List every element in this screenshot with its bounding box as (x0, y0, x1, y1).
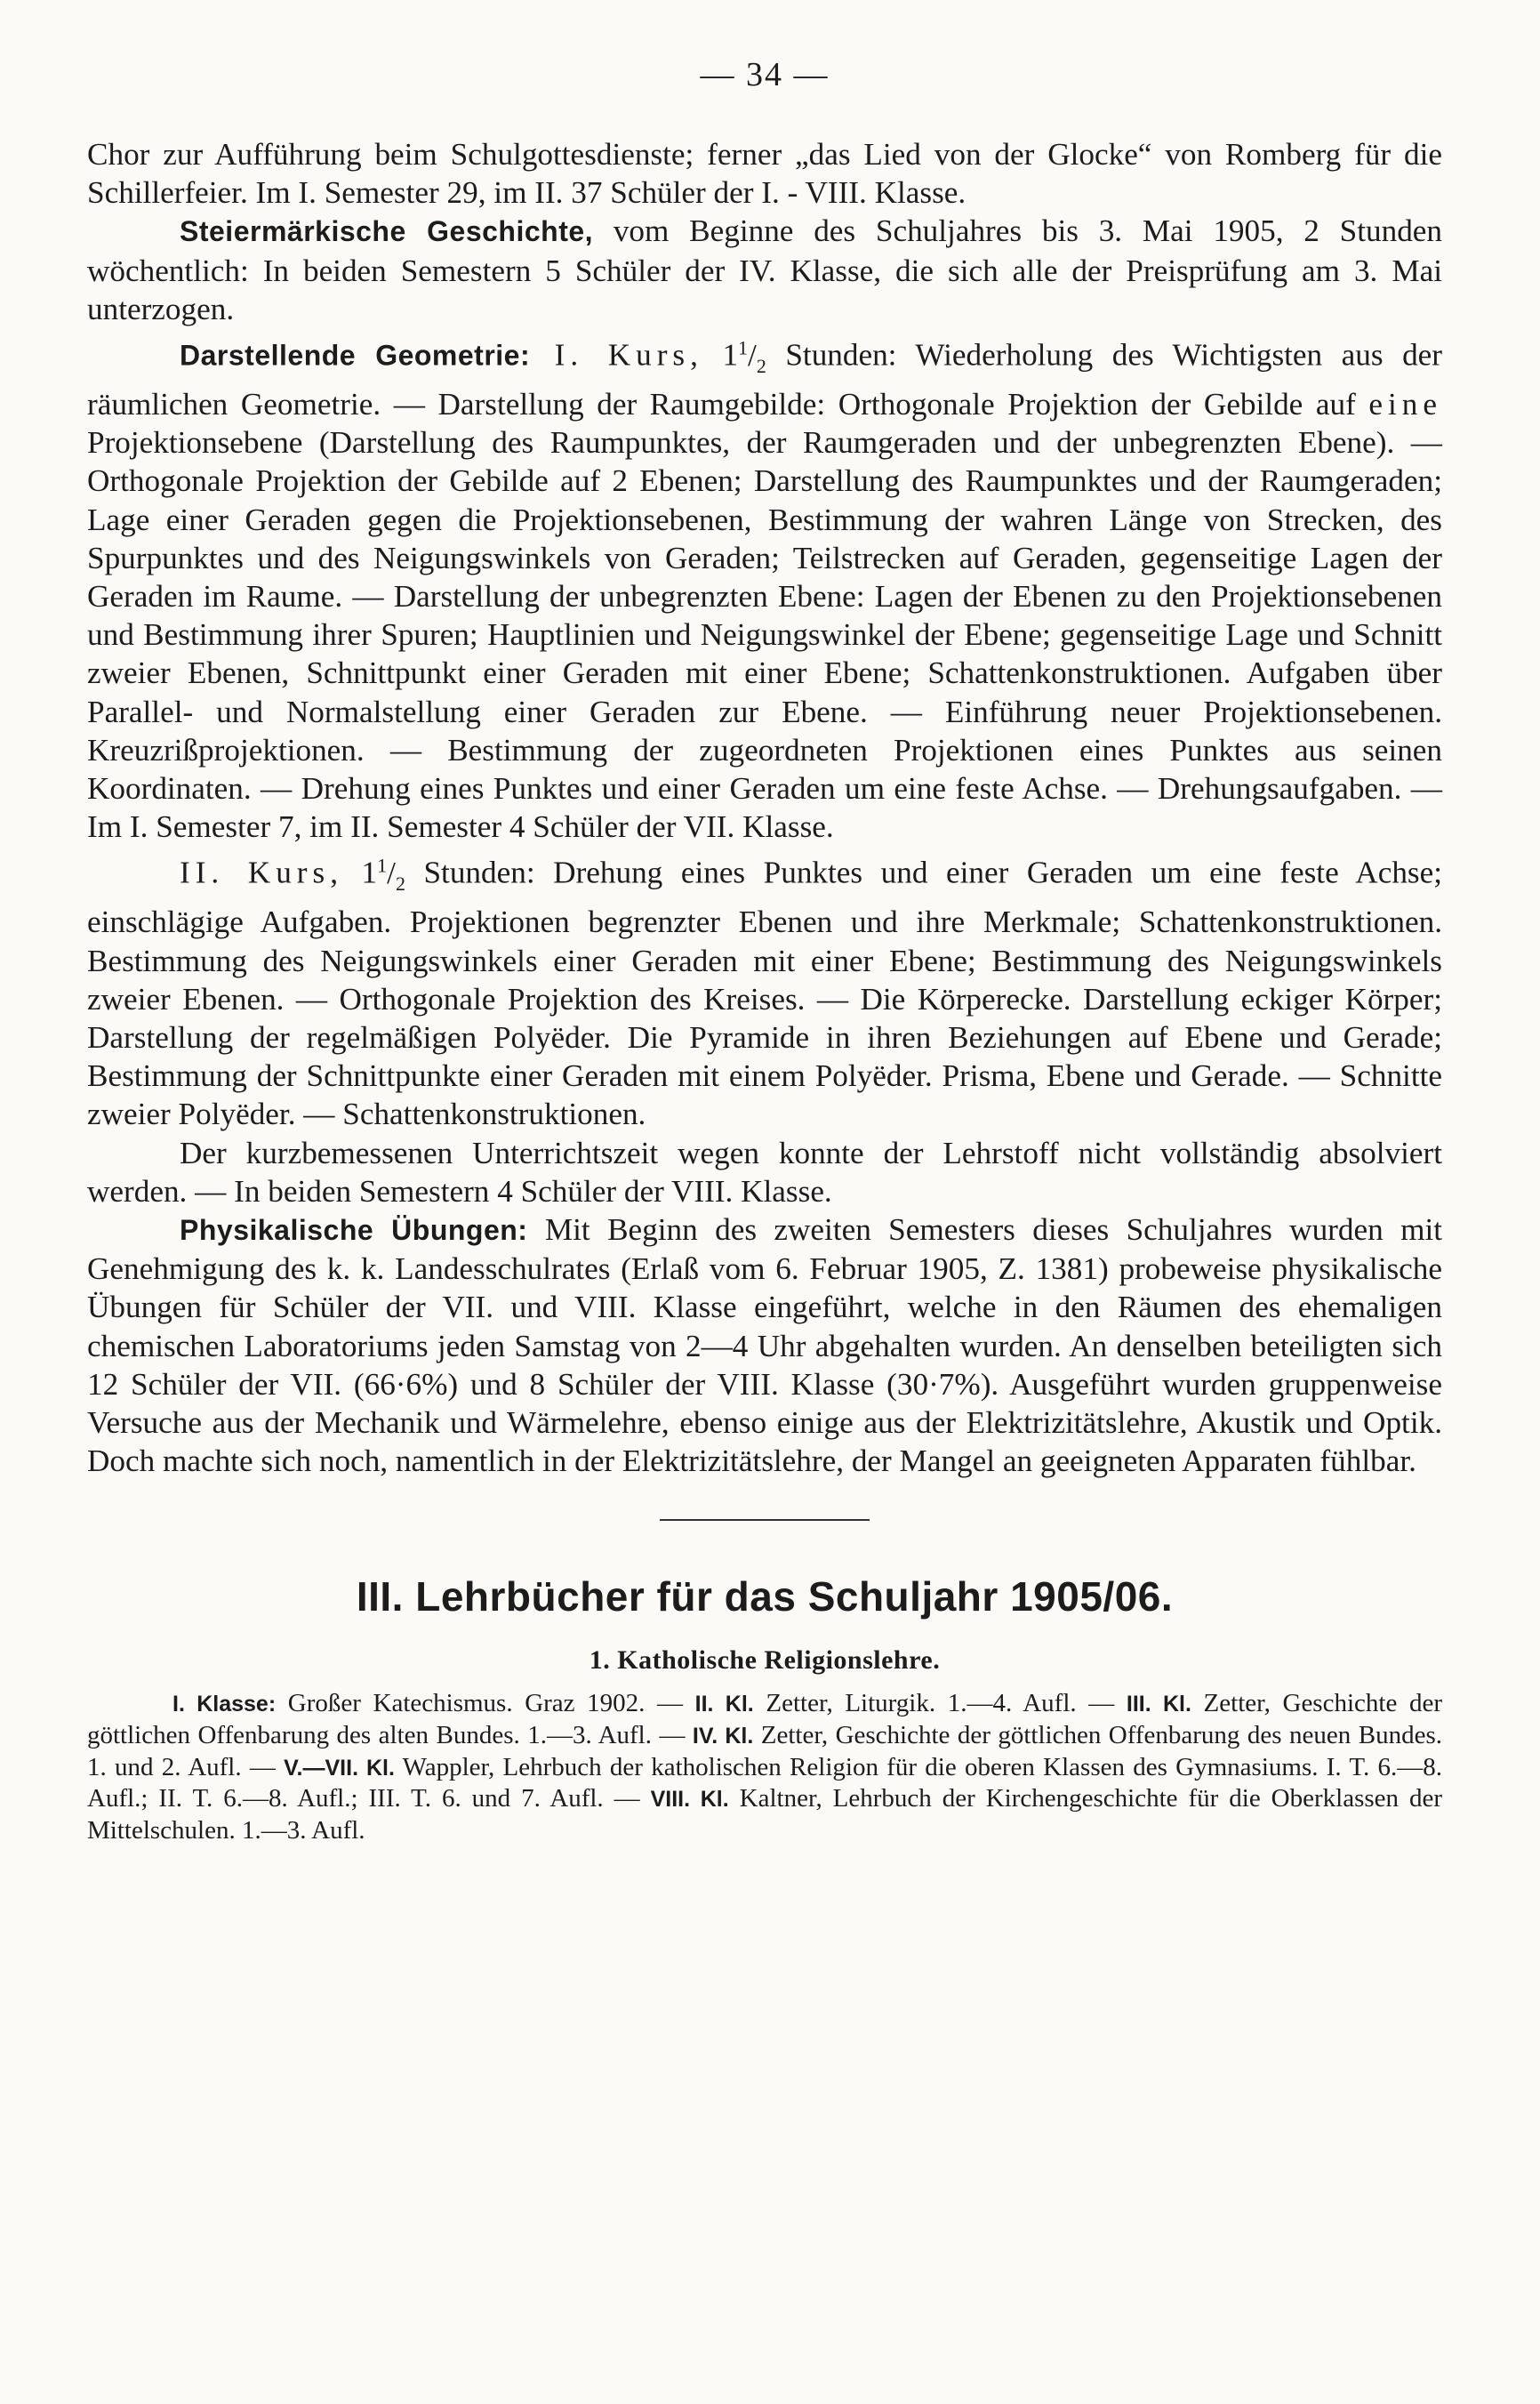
subsection-title: 1. Katholische Religionslehre. (589, 1645, 941, 1676)
paragraph-text: Der kurzbemessenen Unterrichtszeit wegen konnte der Lehrstoff nicht vollständig absolviert werden. — In beiden Semestern 4 Schüler der VIII. Klasse. (87, 1135, 1442, 1209)
paragraph-styrian-history (87, 212, 1442, 328)
paragraph-descriptive-geometry-course-1 (87, 328, 1442, 846)
book-entry: Wappler, Lehrbuch der katholischen Religion für die oberen Klassen des Gymnasiums. I. T. 6.—8. Aufl.; II. T. 6.—8. Aufl.; III. T. 6. und 7. Aufl. — (87, 1752, 1442, 1813)
book-entry: Zetter, Geschichte der göttlichen Offenbarung des neuen Bundes. 1. und 2. Aufl. — (87, 1721, 1442, 1781)
class-label: IV. Kl. (692, 1724, 754, 1749)
document-page (87, 55, 1442, 1845)
body-text (87, 135, 1442, 1480)
paragraph-physics-exercises (87, 1210, 1442, 1480)
paragraph-text: Mit Beginn des zweiten Semesters dieses Schuljahres wurden mit Genehmigung des k. k. Landesschulrates (Erlaß vom 6. Februar 1905, Z. 1381) probeweise physikalische Übungen für Schüler der VII. und VIII. Klasse eingeführt, welche in den Räumen des ehemaligen chemischen Laboratoriums jeden Samstag von 2—4 Uhr abgehalten wurden. An denselben beteiligten sich 12 Schüler der VII. (66·6%) und 8 Schüler der VIII. Klasse (30·7%). Ausgeführt wurden gruppenweise Versuche aus der Mechanik und Wärmelehre, ebenso einige aus der Elektrizitätslehre, Akustik und Optik. Doch machte sich noch, namentlich in der Elektrizitätslehre, der Mangel an geeigneten Apparaten fühlbar. (87, 1212, 1443, 1479)
emphasis-eine: eine (1368, 386, 1442, 422)
class-label: V.—VII. Kl. (284, 1755, 395, 1781)
paragraph-text: Stunden: Wiederholung des Wichtigsten aus der räumlichen Geometrie. — Darstellung der Raumgebilde: Orthogonale Projektion der Gebilde auf (87, 337, 1443, 422)
paragraph-text: 1 (702, 337, 739, 373)
class-label: II. Kl. (694, 1692, 754, 1717)
book-entry: Zetter, Geschichte der göttlichen Offenbarung des alten Bundes. 1.—3. Aufl. — (87, 1689, 1442, 1750)
chapter-title: III. Lehrbücher für das Schuljahr 1905/06. (356, 1573, 1174, 1620)
fraction-half: $^1/_2$ (738, 336, 766, 377)
paragraph-descriptive-geometry-course-2 (87, 846, 1442, 1133)
fraction-half: $^1/_2$ (377, 854, 405, 896)
section-divider (660, 1519, 870, 1521)
book-list (87, 1688, 1442, 1845)
book-entry: Großer Katechismus. Graz 1902. — (276, 1689, 695, 1718)
class-label: I. Klasse: (172, 1692, 277, 1717)
section-label-descriptive-geometry: Darstellende Geometrie: (180, 339, 531, 372)
paragraph-time-note (87, 1134, 1442, 1210)
class-label: III. Kl. (1126, 1692, 1191, 1717)
book-list-catholic (87, 1688, 1442, 1845)
paragraph-text: Chor zur Aufführung beim Schulgottesdienste; ferner „das Lied von der Glocke“ von Romberg für die Schillerfeier. Im I. Semester 29, im II. 37 Schüler der I. - VIII. Klasse. (87, 137, 1442, 211)
paragraph-choir (87, 135, 1442, 212)
book-entry: Zetter, Liturgik. 1.—4. Aufl. — (753, 1689, 1127, 1718)
paragraph-text: vom Beginne des Schuljahres bis 3. Mai 1905, 2 Stunden wöchentlich: In beiden Semestern 5 Schüler der IV. Klasse, die sich alle der Preisprüfung am 3. Mai unterzogen. (87, 213, 1442, 326)
paragraph-text: Projektionsebene (Darstellung des Raumpunktes, der Raumgeraden und der unbegrenzten Ebene). — Orthogonale Projektion der Gebilde auf 2 Ebenen; Darstellung des Raumpunktes und der Raumgeraden; Lage einer Geraden gegen die Projektionsebenen, Bestimmung der wahren Länge von Strecken, des Spurpunktes und des Neigungswinkels von Geraden; Teilstrecken auf Geraden, gegenseitige Lagen der Geraden im Raume. — Darstellung der unbegrenzten Ebene: Lagen der Ebenen zu den Projektionsebenen und Bestimmung ihrer Spuren; Hauptlinien und Neigungswinkel der Ebene; gegenseitige Lage und Schnitt zweier Ebenen, Schnittpunkt einer Geraden mit einer Ebene; Schattenkonstruktionen. Aufgaben über Parallel- und Normalstellung einer Geraden zur Ebene. — Einführung neuer Projektionsebenen. Kreuzrißprojektionen. — Bestimmung der zugeordneten Projektionen eines Punktes aus seinen Koordinaten. — Drehung eines Punktes und einer Geraden um eine feste Achse. — Drehungsaufgaben. — Im I. Semester 7, im II. Semester 4 Schüler der VII. Klasse. (87, 425, 1442, 845)
section-label-styrian-history: Steiermärkische Geschichte, (180, 215, 594, 248)
section-label-physics-exercises: Physikalische Übungen: (180, 1214, 528, 1247)
course-label: II. Kurs, (180, 856, 343, 891)
book-entry: Kaltner, Lehrbuch der Kirchengeschichte für die Oberklassen der Mittelschulen. 1.—3. Aufl. (87, 1784, 1443, 1845)
paragraph-text: 1 (343, 856, 378, 891)
paragraph-text: Stunden: Drehung eines Punktes und einer Geraden um eine feste Achse; einschlägige Aufgaben. Projektionen begrenzter Ebenen und ihre Merkmale; Schattenkonstruktionen. Bestimmung des Neigungswinkels einer Geraden mit einer Ebene; Bestimmung des Neigungswinkels zweier Ebenen. — Orthogonale Projektion des Kreises. — Die Körperecke. Darstellung eckiger Körper; Darstellung der regelmäßigen Polyëder. Die Pyramide in ihren Beziehungen auf Ebene und Gerade; Bestimmung der Schnittpunkte einer Geraden mit einem Polyëder. Prisma, Ebene und Gerade. — Schnitte zweier Polyëder. — Schattenkonstruktionen. (87, 856, 1443, 1132)
class-label: VIII. Kl. (650, 1787, 729, 1813)
course-label: I. Kurs, (530, 337, 703, 373)
page-number: — 34 — (700, 56, 830, 93)
